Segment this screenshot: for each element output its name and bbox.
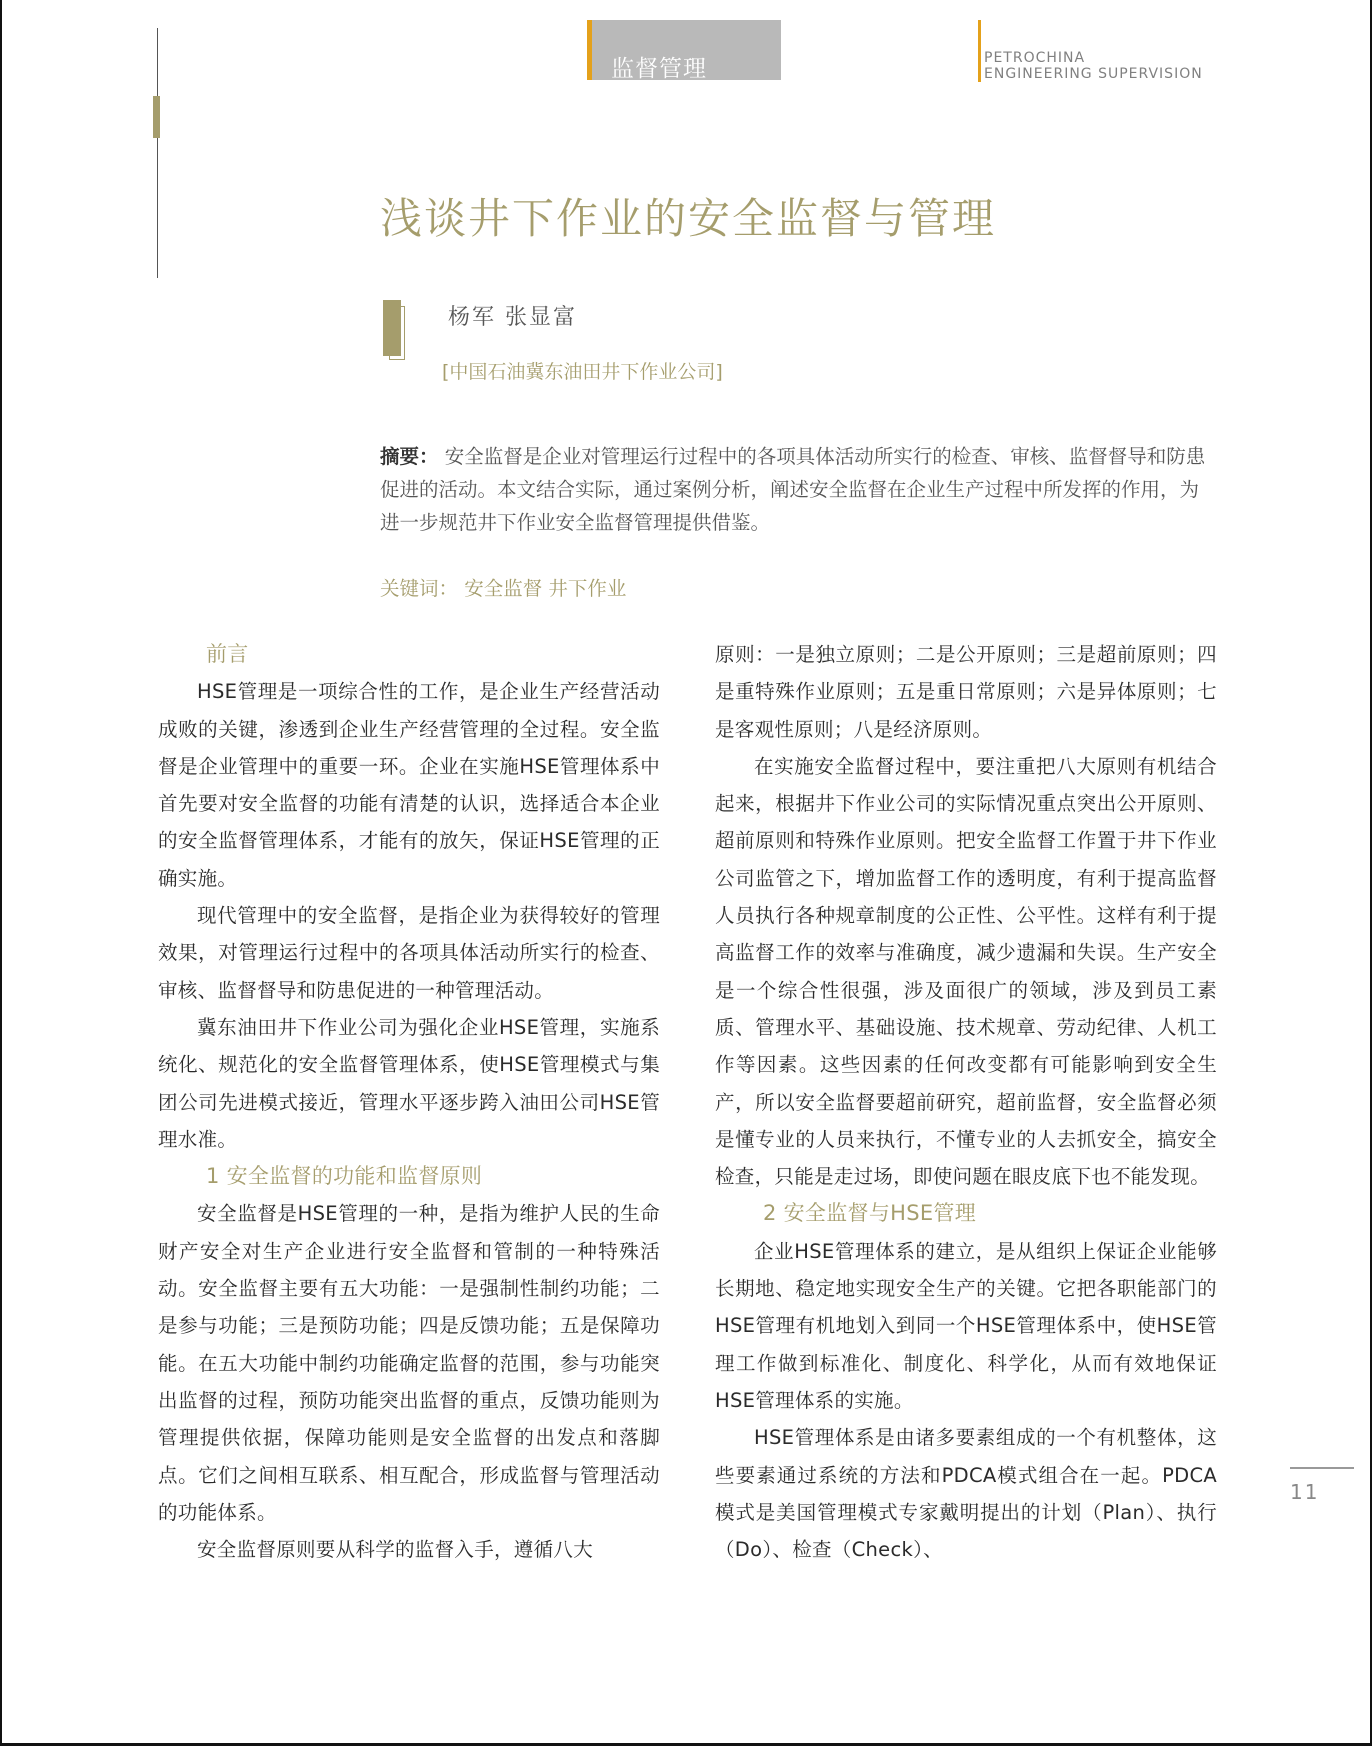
margin-marker [153, 96, 160, 138]
abstract [380, 440, 1216, 539]
section-tab [587, 20, 781, 80]
paragraph-continued: 原则：一是独立原则；二是公开原则；三是超前原则；四是重特殊作业原则；五是重日常原则；六是异体原则；七是客观性原则；八是经济原则。 [715, 643, 1217, 741]
paragraph: 冀东油田井下作业公司为强化企业HSE管理，实施系统化、规范化的安全监督管理体系，使HSE管理模式与集团公司先进模式接近，管理水平逐步跨入油田公司HSE管理水准。 [158, 1015, 660, 1151]
page-number-rule [1290, 1467, 1354, 1469]
heading-section-2: 2 安全监督与HSE管理 [763, 1201, 977, 1226]
abstract-text: 安全监督是企业对管理运行过程中的各项具体活动所实行的检查、审核、监督督导和防患促进的活动。本文结合实际，通过案例分析，阐述安全监督在企业生产过程中所发挥的作用，为进一步规范井下作业安全监督管理提供借鉴。 [380, 445, 1206, 534]
journal-brand-accent [978, 20, 981, 82]
paragraph: 现代管理中的安全监督，是指企业为获得较好的管理效果，对管理运行过程中的各项具体活动所实行的检查、审核、监督督导和防患促进的一种管理活动。 [158, 904, 660, 1002]
article-title: 浅谈井下作业的安全监督与管理 [380, 194, 997, 243]
abstract-label: 摘要： [380, 445, 439, 468]
keywords: 关键词： 安全监督 井下作业 [380, 577, 627, 600]
section-tab-accent [587, 20, 592, 80]
journal-brand-line1: PETROCHINA [984, 50, 1086, 66]
page-number: 11 [1290, 1480, 1320, 1504]
margin-rule [157, 28, 158, 278]
body-column-left [158, 636, 660, 1568]
journal-brand-line2: ENGINEERING SUPERVISION [984, 66, 1203, 82]
paragraph: HSE管理是一项综合性的工作，是企业生产经营活动成败的关键，渗透到企业生产经营管理的全过程。安全监督是企业管理中的重要一环。企业在实施HSE管理体系中首先要对安全监督的功能有清楚的认识，选择适合本企业的安全监督管理体系，才能有的放矢，保证HSE管理的正确实施。 [158, 680, 660, 890]
article-authors: 杨军 张显富 [448, 305, 577, 330]
paragraph: 安全监督原则要从科学的监督入手，遵循八大 [197, 1538, 594, 1562]
paragraph: 在实施安全监督过程中，要注重把八大原则有机结合起来，根据井下作业公司的实际情况重点突出公开原则、超前原则和特殊作业原则。把安全监督工作置于井下作业公司监管之下，增加监督工作的透明度，有利于提高监督人员执行各种规章制度的公正性、公平性。这样有利于提高监督工作的效率与准确度，减少遗漏和失误。生产安全是一个综合性很强，涉及面很广的领域，涉及到员工素质、管理水平、基础设施、技术规章、劳动纪律、人机工作等因素。这些因素的任何改变都有可能影响到安全生产，所以安全监督要超前研究，超前监督，安全监督必须是懂专业的人员来执行，不懂专业的人去抓安全，搞安全检查，只能是走过场，即使问题在眼皮底下也不能发现。 [715, 754, 1217, 1189]
heading-section-1: 1 安全监督的功能和监督原则 [206, 1164, 483, 1189]
body-column-right [715, 636, 1217, 1568]
article-affiliation: [中国石油冀东油田井下作业公司] [442, 361, 723, 383]
paragraph: 安全监督是HSE管理的一种，是指为维护人民的生命财产安全对生产企业进行安全监督和管制的一种特殊活动。安全监督主要有五大功能：一是强制性制约功能；二是参与功能；三是预防功能；四是反馈功能；五是保障功能。在五大功能中制约功能确定监督的范围，参与功能突出监督的过程，预防功能突出监督的重点，反馈功能则为管理提供依据，保障功能则是安全监督的出发点和落脚点。它们之间相互联系、相互配合，形成监督与管理活动的功能体系。 [158, 1202, 660, 1524]
heading-preface: 前言 [206, 642, 249, 666]
paragraph: 企业HSE管理体系的建立，是从组织上保证企业能够长期地、稳定地实现安全生产的关键。它把各职能部门的HSE管理有机地划入到同一个HSE管理体系中，使HSE管理工作做到标准化、制度化、科学化，从而有效地保证HSE管理体系的实施。 [715, 1239, 1217, 1412]
section-tab-label: 监督管理 [611, 56, 707, 82]
author-marker [383, 300, 401, 356]
page-frame-left [0, 0, 2, 1746]
paragraph: HSE管理体系是由诸多要素组成的一个有机整体，这些要素通过系统的方法和PDCA模式组合在一起。PDCA模式是美国管理模式专家戴明提出的计划（Plan）、执行（Do）、检查（Check）、 [715, 1426, 1217, 1562]
